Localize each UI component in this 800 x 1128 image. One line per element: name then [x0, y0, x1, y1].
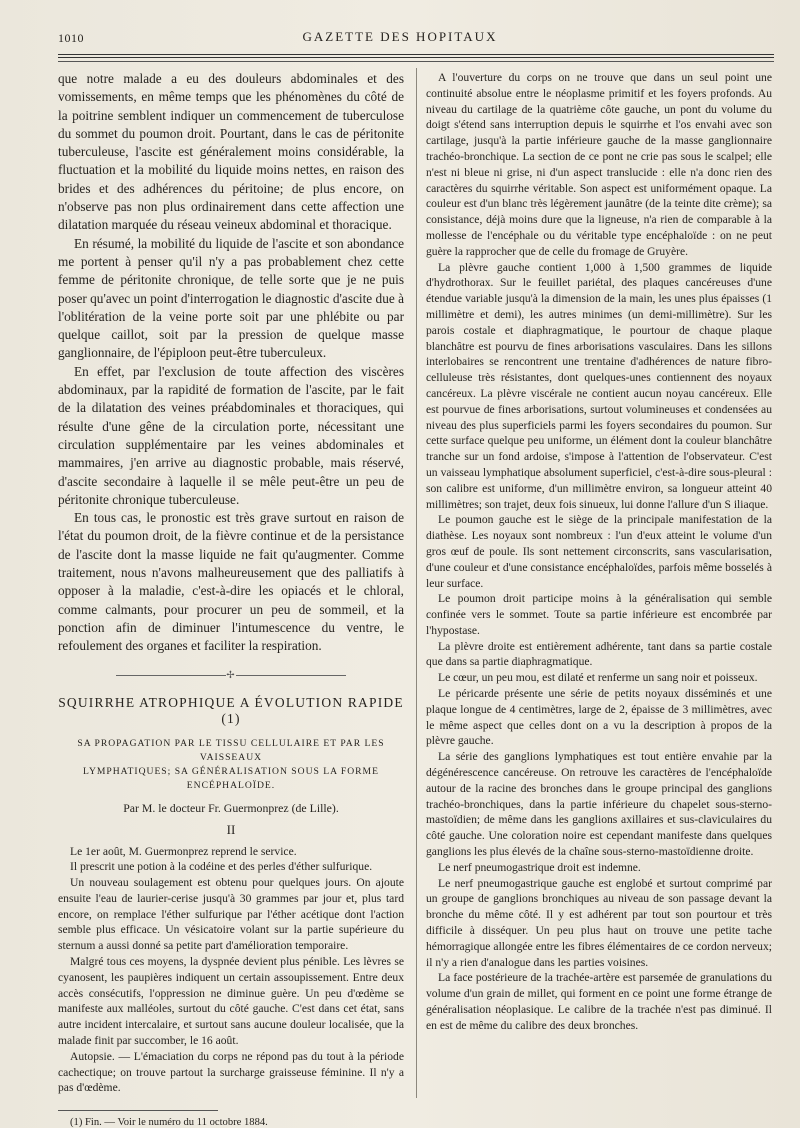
section-number: II — [226, 821, 236, 837]
footnote-rule — [58, 1110, 218, 1111]
header-rule — [58, 54, 774, 58]
body-paragraph: En effet, par l'exclusion de toute affection des viscères abdominaux, par la rapidité de formation de l'ascite, par le fait de la dilatation des veines préabdominales et thoraciques, qui résulte d'une gêne de la circulation porte, nécessitant une circulation supplémentaire par les veines abdominales et mammaires, j'en arrive au diagnostic probable, mais réservé, d'ascite secondaire à laquelle il se mêle peut-être un peu de péritonite chronique tuberculeuse. — [58, 363, 404, 507]
column-divider — [416, 68, 417, 1098]
header-rule-thin — [58, 61, 774, 62]
body-paragraph: En résumé, la mobilité du liquide de l'ascite et son abondance me portent à penser qu'il n'y a pas probablement chez cette femme de péritonite chronique, de telle sorte que je ne puis poser qu'avec un point d'interrogation le diagnostic d'ascite due à l'oblitération de la veine porte soit par une phlébite ou par quelque caillot, soit par la pression de quelque masse ganglionnaire, de l'épiploon peut-être tuberculeux. — [58, 235, 404, 361]
small-paragraph: Le cœur, un peu mou, est dilaté et renferme un sang noir et poisseux. — [438, 671, 758, 685]
small-paragraph: Malgré tous ces moyens, la dyspnée devient plus pénible. Les lèvres se cyanosent, les paupières indiquent un certain assoupissement. Entre deux accès consécutifs, l'oppression ne diminue guère. Un peu d'œdème se manifeste aux malléoles, surtout du côté gauche. C'est dans cet état, sans autre incident intercalaire, et surtout sans aucune douleur localisée, que la malade finit par succomber, le 16 août. — [58, 955, 404, 1048]
small-paragraph: Le nerf pneumogastrique droit est indemne. — [438, 860, 641, 874]
article-subtitle-line: SA PROPAGATION PAR LE TISSU CELLULAIRE ET PAR LES VAISSEAUX — [77, 737, 385, 763]
right-column — [426, 70, 772, 1100]
small-paragraph: Le 1er août, M. Guermonprez reprend le service. — [70, 844, 297, 858]
small-paragraph: Il prescrit une potion à la codéine et des perles d'éther sulfurique. — [70, 860, 373, 874]
page-number: 1010 — [58, 31, 84, 45]
small-paragraph: Le poumon droit participe moins à la généralisation qui semble confinée vers le sommet. Toute sa partie inférieure est encombrée par l'hypostase. — [426, 592, 772, 637]
small-paragraph: Le poumon gauche est le siège de la principale manifestation de la diathèse. Les noyaux sont nombreux : l'un d'eux atteint le volume d'un gros œuf de poule. Ils sont nettement circonscrits, sans vascularisation, d'une couleur et d'une consistance encéphaloïdes, parfois même bosselés à leur surface. — [426, 513, 772, 590]
small-paragraph: A l'ouverture du corps on ne trouve que dans un seul point une continuité absolue entre le néoplasme primitif et les foyers profonds. Au niveau du cartilage de la quatrième côte gauche, un pont du volume du doigt s'étend sans interruption depuis le squirrhe et l'os envahi avec son cartilage, jusqu'à la partie inférieure gauche de la masse ganglionnaire trachéo-bronchique. La section de ce pont ne crie pas sous le scalpel; elle n'est ni bleue ni grise, ni d'un aspect translucide : elle n'a donc rien des caractères du squirrhe véritable. Son aspect est uniformément opaque. La couleur est d'un blanc très légèrement jaunâtre (de la teinte dite crème); sa consistance, déjà moins dure que la ligneuse, n'a rien de comparable à la mollesse de l'encéphale ou du véritable type encéphaloïde : on ne peut guère la rapprocher que de celle du fromage de Gruyère. — [426, 71, 772, 258]
left-column — [58, 70, 404, 1128]
small-paragraph: Le nerf pneumogastrique gauche est englobé et surtout comprimé par un groupe de ganglions bronchiques au niveau de son passage devant la bronche du même côté. Il y est adhérent par tout son pourtour et très difficile à disséquer. Un peu plus haut on trouve une petite tache hémorragique allongée entre les fibres élémentaires de ce cordon nerveux; il n'y a rien d'analogue dans les parties voisines. — [426, 876, 772, 969]
small-paragraph: Un nouveau soulagement est obtenu pour quelques jours. On ajoute ensuite l'eau de laurier-cerise jusqu'à 30 grammes par jour et, plus tard encore, on remplace l'éther sulfurique par l'éther acétique dont l'action semble plus efficace. Un vésicatoire volant sur la partie supérieure du sternum a aussi donné sa petite part d'amélioration temporaire. — [58, 876, 404, 953]
journal-title: GAZETTE DES HOPITAUX — [302, 29, 498, 44]
article-title: SQUIRRHE ATROPHIQUE A ÉVOLUTION RAPIDE (1) — [58, 694, 404, 726]
small-paragraph: Le péricarde présente une série de petits noyaux disséminés et une plaque longue de 4 centimètres, large de 2, épaisse de 3 millimètres, avec le même aspect que celles dont on a vu la description à propos de la plèvre gauche. — [426, 687, 772, 748]
section-separator: ✢ — [58, 670, 404, 681]
article-subtitle-line: LYMPHATIQUES; SA GÉNÉRALISATION SOUS LA FORME ENCÉPHALOÏDE. — [83, 765, 379, 791]
article-author: Par M. le docteur Fr. Guermonprez (de Lille). — [123, 800, 339, 815]
footnote: (1) Fin. — Voir le numéro du 11 octobre 1884. — [70, 1117, 268, 1128]
small-paragraph: La plèvre droite est entièrement adhérente, tant dans sa partie costale que dans sa partie diaphragmatique. — [426, 639, 772, 669]
article-subtitle — [58, 737, 404, 793]
body-paragraph: En tous cas, le pronostic est très grave surtout en raison de l'état du poumon droit, de la fièvre continue et de la persistance de l'ascite dont la masse liquide ne fait qu'augmenter. Comme traitement, nous n'avons malheureusement que des palliatifs à opposer à la maladie, c'est-à-dire les opiacés et le chloral, comme calmants, pour procurer un peu de sommeil, et la ponction afin de diminuer l'intumescence du ventre, le refoulement des organes et faciliter la respiration. — [58, 510, 404, 654]
body-paragraph: que notre malade a eu des douleurs abdominales et des vomissements, en même temps que les phénomènes du côté de la poitrine semblent indiquer un commencement de tuberculose du sommet du poumon droit. Pourtant, dans le cas de péritonite tuberculeuse, l'ascite est généralement moins considérable, la fluctuation et la mobilité du liquide moins nettes, en raison des brides et des adhérences du péritoine; de plus encore, on n'observe pas non plus ordinairement dans cette affection une dilatation marquée du réseau veineux abdominal et thoracique. — [58, 71, 404, 233]
small-paragraph: La face postérieure de la trachée-artère est parsemée de granulations du volume d'un grain de millet, qui forment en ce point une forme étrange de généralisation néoplasique. Le calibre de la trachée n'est pas diminué. Il en est de même du calibre des deux bronches. — [426, 971, 772, 1032]
small-paragraph: La série des ganglions lymphatiques est tout entière envahie par la dégénérescence cancéreuse. On retrouve les caractères de l'encéphaloïde autour de la racine des bronches dans le groupe principal des ganglions trachéo-bronchiques, dans la partie inférieure du chapelet sous-sterno-mastoïdien; de même dans les ganglions axillaires et sus-claviculaires du côté gauche. Une coloration noire est cependant manifeste dans quelques ganglions les plus élevés de la chaîne sous-sterno-mastoïdienne droite. — [426, 750, 772, 859]
small-paragraph: La plèvre gauche contient 1,000 à 1,500 grammes de liquide d'hydrothorax. Sur le feuillet pariétal, des plaques cancéreuses d'une étendue variable jusqu'à la dimension de la main, les unes plus épaisses (1 millimètre et demi), les autres minimes (un demi-millimètre). Sur les parois costale et diaphragmatique, le pourtour de chaque plaque blanchâtre est pourvu de fines arborisations vasculaires. Dans les sillons interlobaires se rencontrent une trentaine d'adhérences de nature fibro-celluleuse très résistantes, dont quelques-unes contiennent des noyaux cancéreux. La plèvre viscérale ne contient aucun noyau cancéreux. Elle est pourvue de fines arborisations, surtout volumineuses et condensées au niveau des plus superficiels parmi les foyers secondaires du poumon. Sur cette surface quelque peu uniforme, un élément dont la couleur blanchâtre tranche sur un fond ardoise, s'impose à l'attention de l'observateur. C'est un vaisseau lymphatique absolument superficiel, c'est-à-dire sous-pleural : son calibre est uniforme, d'un millimètre environ, sa longueur atteint 40 millimètres; son trajet, deux fois sinueux, lui donne l'allure d'un S iliaque. — [426, 260, 772, 511]
page-header — [0, 26, 800, 46]
small-paragraph: Autopsie. — L'émaciation du corps ne répond pas du tout à la période cachectique; on trouve partout la surcharge graisseuse féminine. Il n'y a pas d'œdème. — [58, 1049, 404, 1095]
